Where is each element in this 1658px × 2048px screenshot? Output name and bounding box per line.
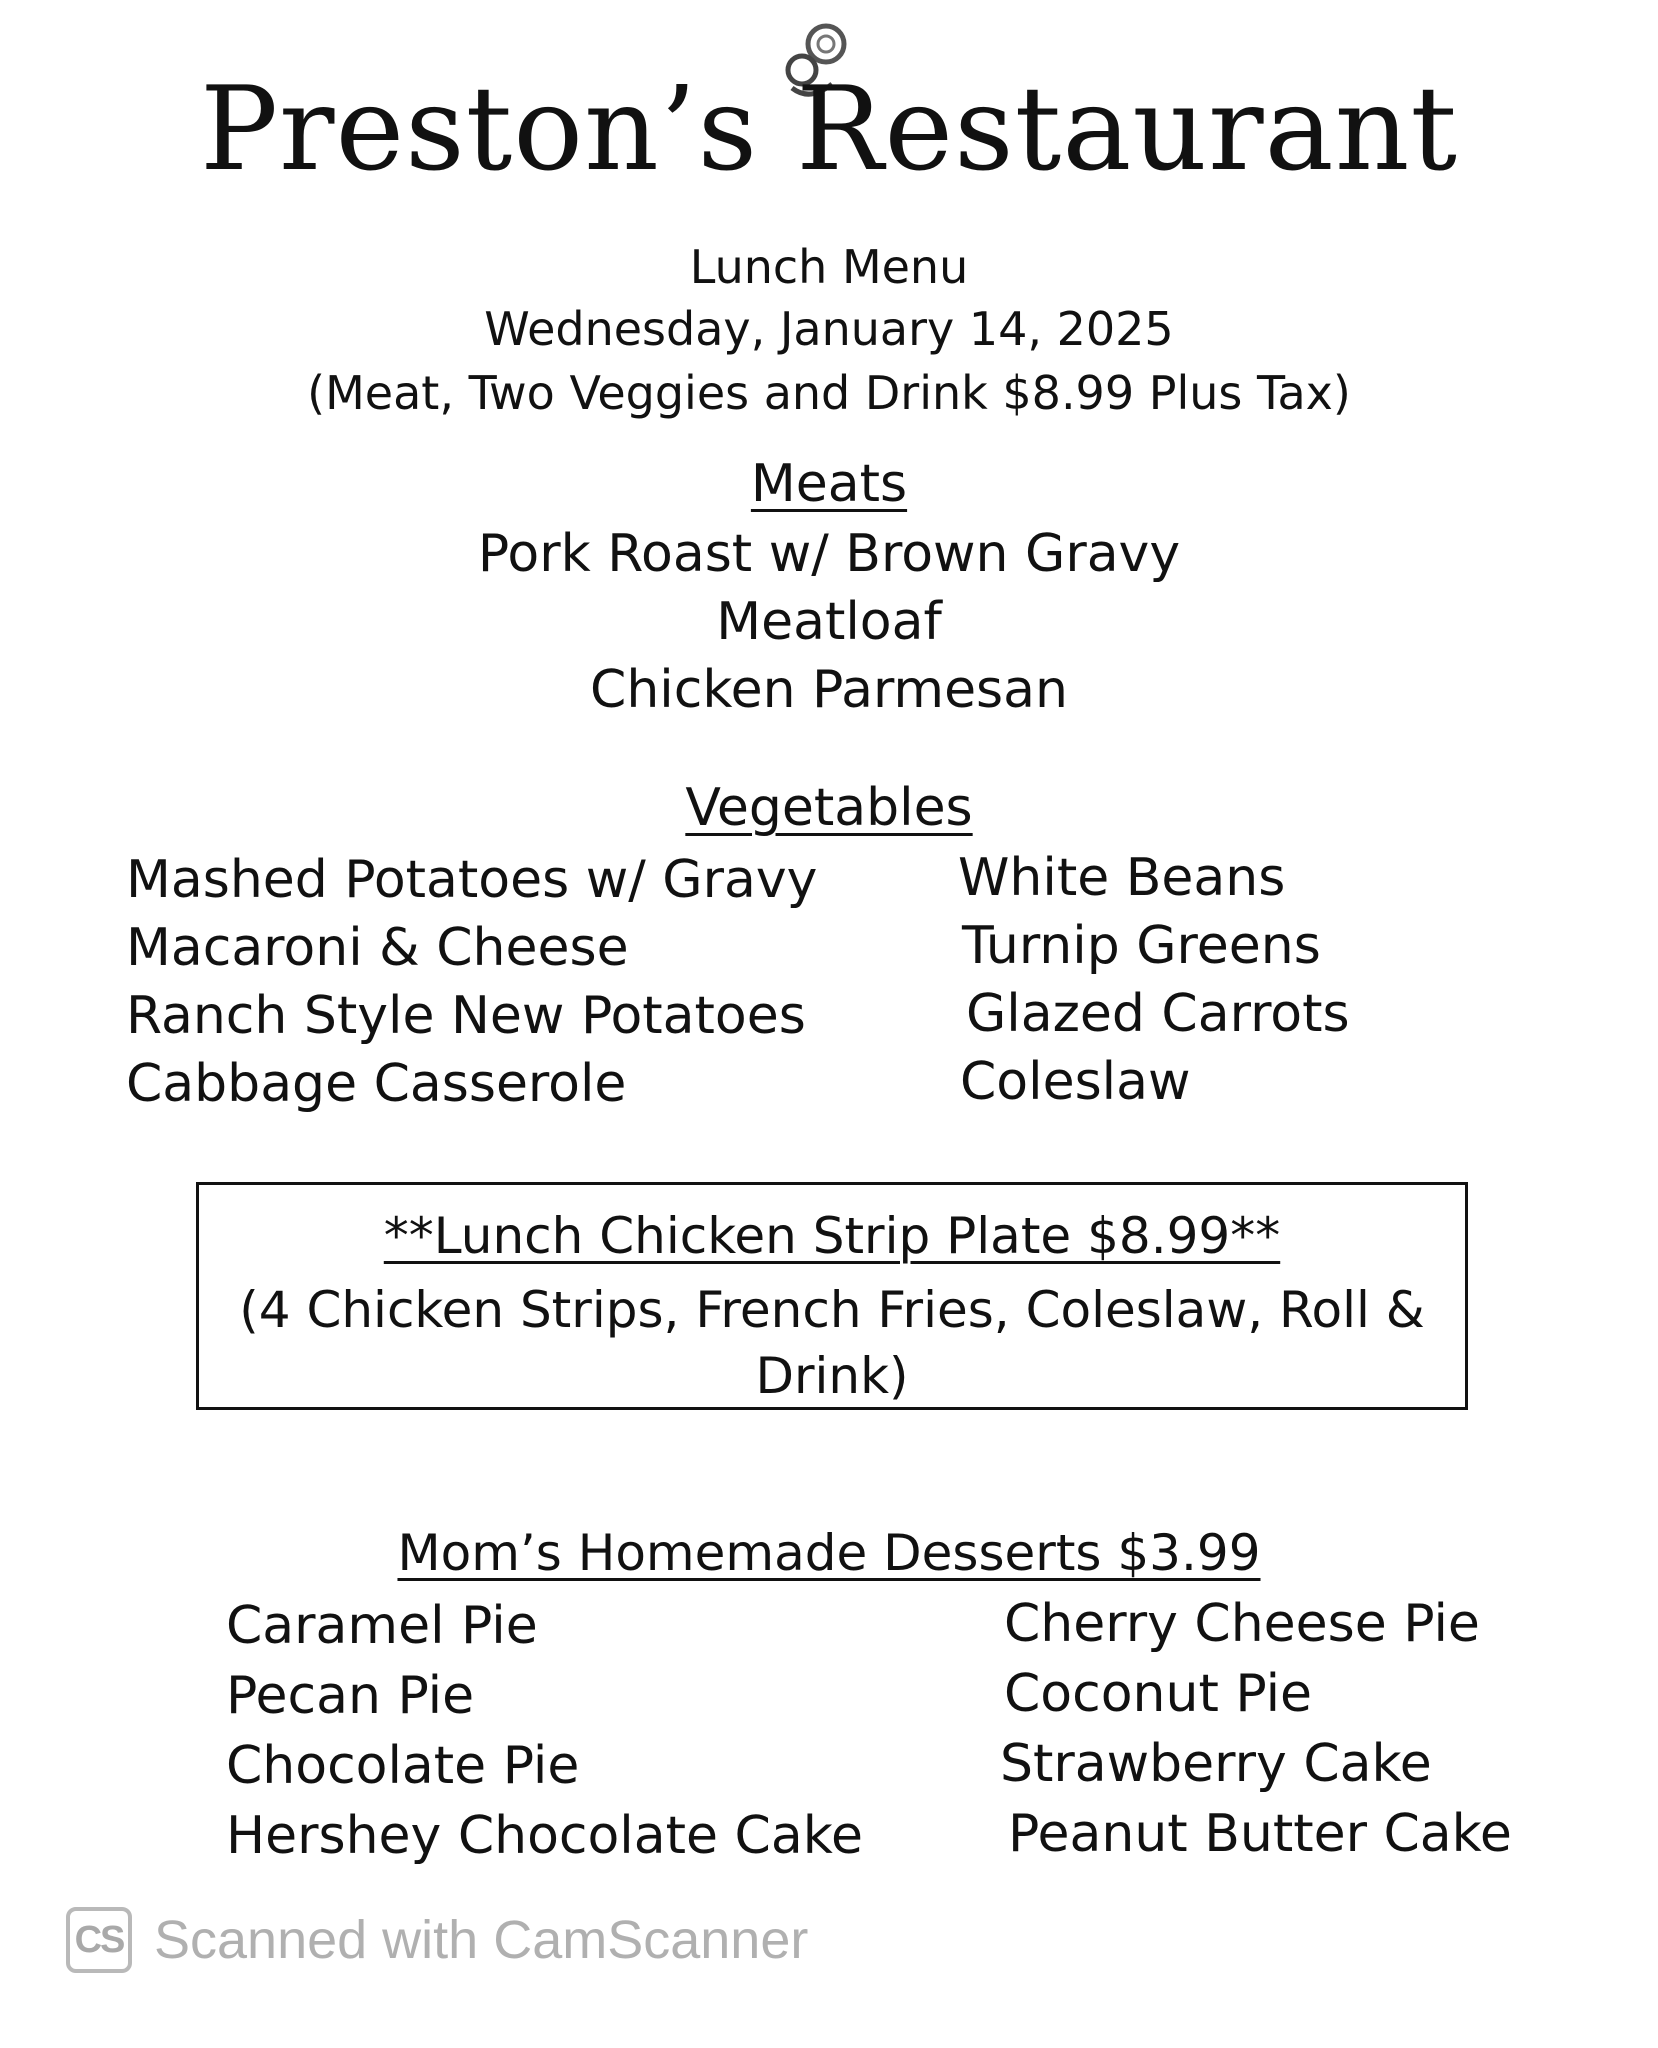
desserts-heading: Mom’s Homemade Desserts $3.99	[397, 1524, 1261, 1582]
meat-item: Meatloaf	[716, 592, 942, 652]
special-title: **Lunch Chicken Strip Plate $8.99**	[383, 1207, 1281, 1265]
vegetable-item: Turnip Greens	[962, 916, 1321, 976]
pricing-note: (Meat, Two Veggies and Drink $8.99 Plus Tax)	[307, 366, 1351, 420]
meats-heading: Meats	[750, 454, 908, 514]
meat-item: Chicken Parmesan	[590, 660, 1068, 720]
watermark-text: Scanned with CamScanner	[154, 1910, 809, 1970]
dessert-item: Pecan Pie	[226, 1666, 475, 1726]
vegetable-item: Mashed Potatoes w/ Gravy	[126, 850, 818, 910]
dessert-item: Hershey Chocolate Cake	[226, 1806, 863, 1866]
vegetable-item: White Beans	[958, 848, 1286, 908]
dessert-item: Caramel Pie	[226, 1596, 538, 1656]
vegetables-heading: Vegetables	[685, 778, 973, 838]
camscanner-watermark	[66, 1904, 808, 1976]
dessert-item: Cherry Cheese Pie	[1004, 1594, 1480, 1654]
dessert-item: Coconut Pie	[1004, 1664, 1313, 1724]
restaurant-name: Preston’s Restaurant	[199, 62, 1459, 197]
menu-title: Lunch Menu	[689, 240, 969, 294]
special-box	[196, 1182, 1468, 1410]
vegetable-item: Ranch Style New Potatoes	[126, 986, 806, 1046]
vegetable-item: Glazed Carrots	[966, 984, 1350, 1044]
meat-item: Pork Roast w/ Brown Gravy	[477, 524, 1181, 584]
special-description: (4 Chicken Strips, French Fries, Coleslaw, Roll & Drink)	[239, 1281, 1425, 1405]
vegetable-item: Macaroni & Cheese	[126, 918, 629, 978]
menu-date: Wednesday, January 14, 2025	[484, 302, 1174, 356]
dessert-item: Strawberry Cake	[1000, 1734, 1432, 1794]
vegetable-item: Cabbage Casserole	[126, 1054, 627, 1114]
camscanner-logo-icon: CS	[66, 1907, 132, 1973]
vegetable-item: Coleslaw	[960, 1052, 1191, 1112]
dessert-item: Peanut Butter Cake	[1008, 1804, 1512, 1864]
dessert-item: Chocolate Pie	[226, 1736, 580, 1796]
